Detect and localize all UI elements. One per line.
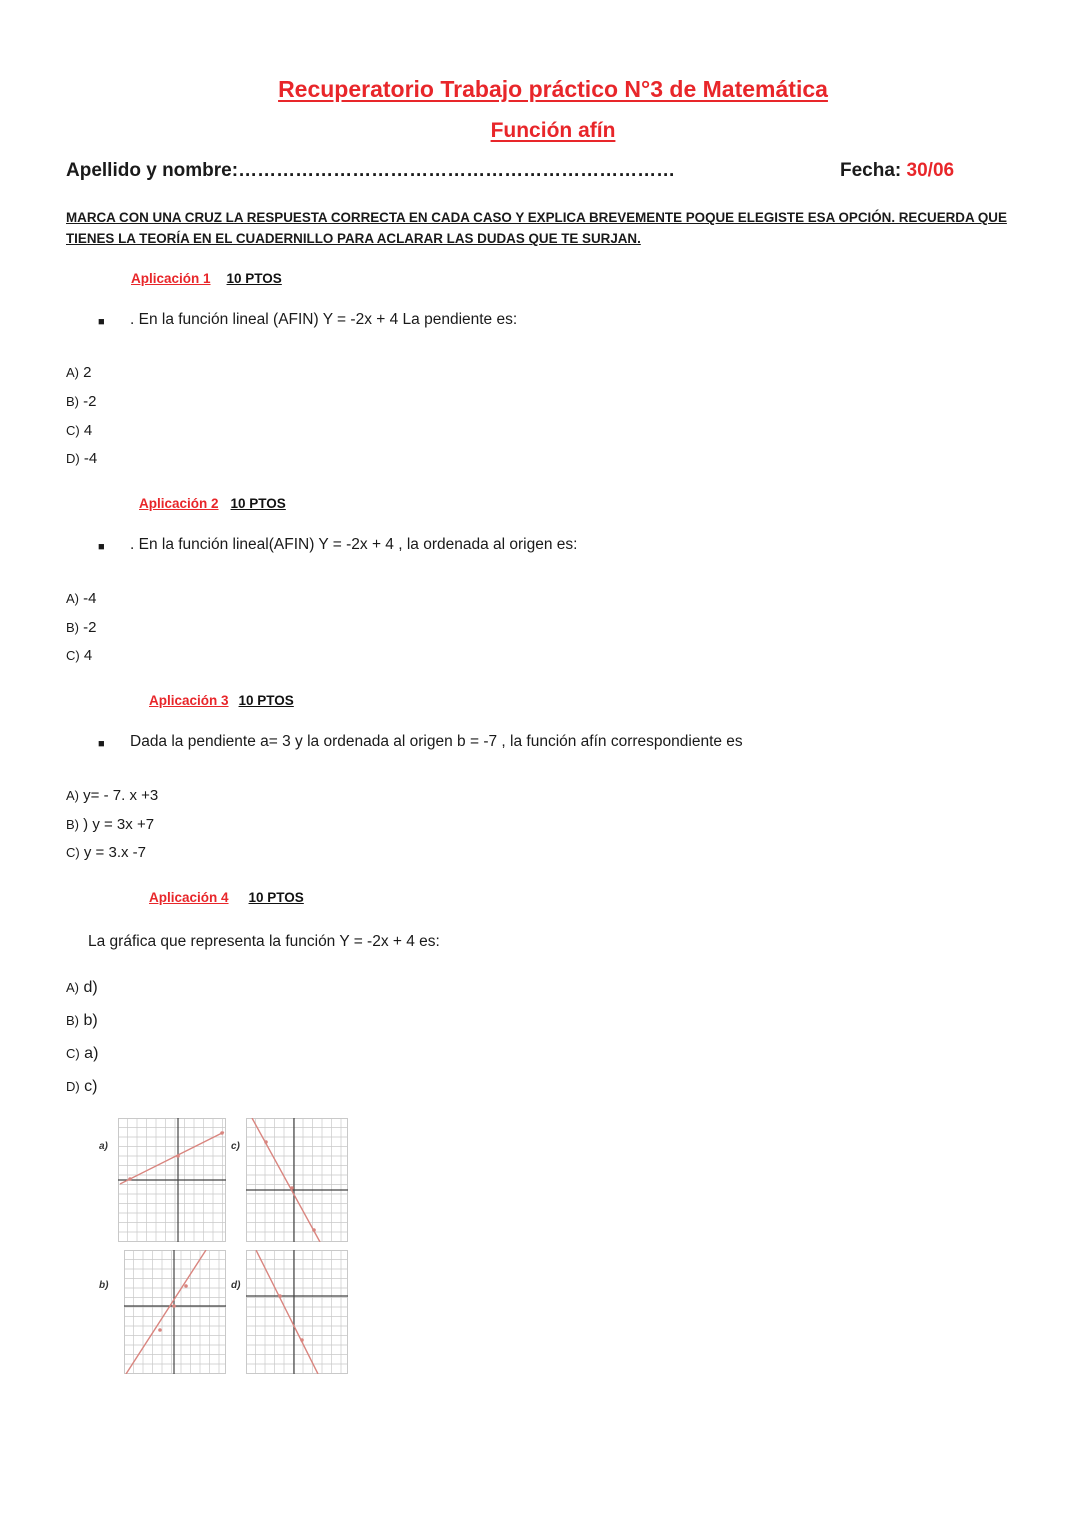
- line-point: [128, 1177, 132, 1181]
- q2-label: Aplicación 2: [139, 496, 219, 511]
- q3-option-c[interactable]: C) y = 3.x -7: [66, 844, 146, 861]
- graph-c: [246, 1118, 348, 1242]
- bullet-icon: ■: [98, 316, 105, 328]
- line-point: [264, 1140, 268, 1144]
- q2-text: . En la función lineal(AFIN) Y = -2x + 4 , la ordenada al origen es:: [130, 536, 578, 553]
- q2-option-b[interactable]: B) -2: [66, 619, 97, 636]
- q3-points: 10 PTOS: [238, 693, 294, 708]
- q2-points: 10 PTOS: [230, 496, 286, 511]
- document-title: Recuperatorio Trabajo práctico N°3 de Matemática: [278, 76, 828, 102]
- q1-label: Aplicación 1: [131, 271, 211, 286]
- line-point: [158, 1328, 162, 1332]
- graph-a: [118, 1118, 226, 1242]
- graph-b-label: b): [99, 1280, 109, 1291]
- line-point: [300, 1338, 304, 1342]
- graph-a-label: a): [99, 1141, 108, 1152]
- graph-c-label: c): [231, 1141, 240, 1152]
- q3-heading: [149, 693, 294, 708]
- q3-text: Dada la pendiente a= 3 y la ordenada al origen b = -7 , la función afín correspondiente es: [130, 733, 743, 750]
- date-label: Fecha:: [840, 160, 902, 181]
- q1-heading: [131, 271, 282, 286]
- q1-text: . En la función lineal (AFIN) Y = -2x + 4 La pendiente es:: [130, 311, 518, 328]
- q1-option-d[interactable]: D) -4: [66, 450, 98, 467]
- graph-b: [124, 1250, 226, 1374]
- line-point: [278, 1294, 282, 1298]
- q2-option-c[interactable]: C) 4: [66, 647, 93, 664]
- q1-points: 10 PTOS: [226, 271, 282, 286]
- line-point: [312, 1228, 316, 1232]
- q4-text: La gráfica que representa la función Y = -2x + 4 es:: [88, 933, 440, 950]
- q3-option-b[interactable]: B) ) y = 3x +7: [66, 816, 155, 833]
- q1-option-c[interactable]: C) 4: [66, 422, 93, 439]
- line-point: [172, 1304, 176, 1308]
- q4-option-a[interactable]: A) d): [66, 979, 98, 996]
- bullet-icon: ■: [98, 738, 105, 750]
- q4-points: 10 PTOS: [248, 890, 304, 905]
- name-field-label: Apellido y nombre:……………………………………………………………: [66, 160, 676, 181]
- line-point: [184, 1284, 188, 1288]
- q3-option-a[interactable]: A) y= - 7. x +3: [66, 787, 159, 804]
- q4-option-d[interactable]: D) c): [66, 1078, 98, 1095]
- q3-label: Aplicación 3: [149, 693, 229, 708]
- q1-option-a[interactable]: A) 2: [66, 364, 92, 381]
- line-point: [290, 1186, 294, 1190]
- q1-option-b[interactable]: B) -2: [66, 393, 97, 410]
- q2-option-a[interactable]: A) -4: [66, 590, 97, 607]
- instructions: MARCA CON UNA CRUZ LA RESPUESTA CORRECTA EN CADA CASO Y EXPLICA BREVEMENTE POQUE ELEGISTE ESA OPCIÓN. RECUERDA QUE TIENES LA TEORÍA EN EL CUADERNILLO PARA ACLARAR LAS DUDAS QUE TE SURJAN.: [66, 210, 1007, 246]
- date-value: 30/06: [906, 160, 955, 181]
- q4-label: Aplicación 4: [149, 890, 229, 905]
- bullet-icon: ■: [98, 541, 105, 553]
- graph-d-label: d): [231, 1280, 241, 1291]
- graph-d: [246, 1250, 348, 1374]
- date-field: [840, 160, 954, 182]
- q2-heading: [139, 496, 286, 511]
- line-point: [176, 1154, 180, 1158]
- line-point: [220, 1131, 224, 1135]
- q4-heading: [149, 890, 304, 905]
- document-subtitle: Función afín: [490, 119, 616, 142]
- q4-option-b[interactable]: B) b): [66, 1012, 98, 1029]
- q4-option-c[interactable]: C) a): [66, 1045, 99, 1062]
